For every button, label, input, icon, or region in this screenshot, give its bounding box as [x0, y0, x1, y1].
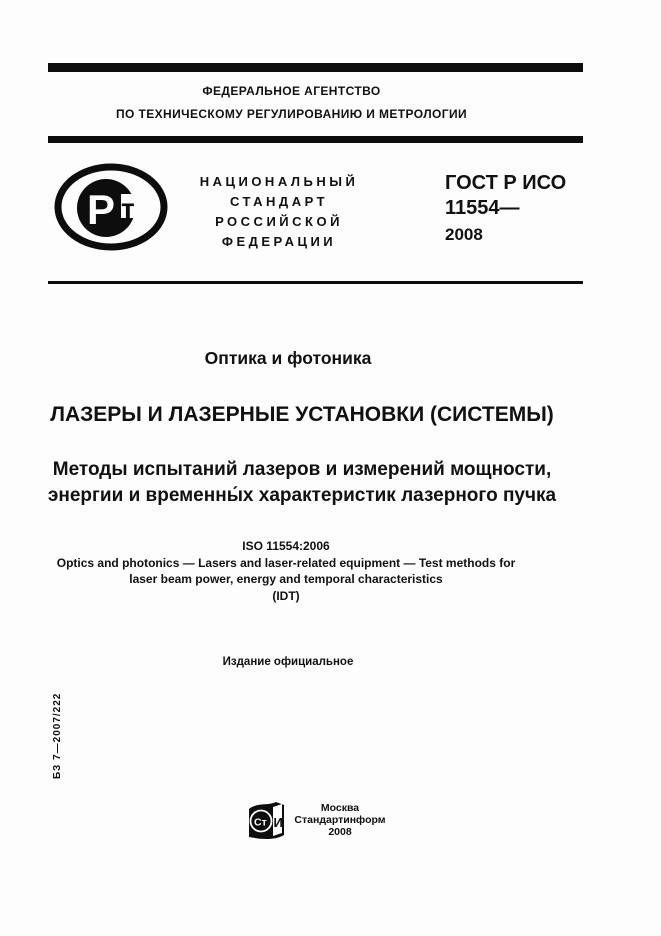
designation-org: ГОСТ Р ИСО — [445, 172, 567, 194]
si-letters-st: Ст — [254, 816, 267, 829]
national-standard-line: ФЕДЕРАЦИИ — [221, 234, 337, 249]
iso-idt-note: (IDT) — [272, 588, 300, 603]
iso-reference-block — [40, 538, 532, 604]
national-standard-line: НАЦИОНАЛЬНЫЙ — [199, 174, 359, 189]
imprint-city: Москва — [320, 802, 360, 814]
edition-note: Издание официальное — [222, 656, 354, 668]
standartinform-logo — [246, 800, 288, 847]
standartinform-emblem-icon — [246, 800, 288, 842]
rst-certification-logo — [54, 163, 168, 258]
agency-header — [48, 80, 535, 126]
top-rule — [48, 63, 583, 72]
national-standard-block — [196, 172, 362, 252]
main-title: ЛАЗЕРЫ И ЛАЗЕРНЫЕ УСТАНОВКИ (СИСТЕМЫ) — [50, 403, 554, 426]
subtitle-line1: Методы испытаний лазеров и измерений мощности, — [52, 459, 552, 480]
imprint-year: 2008 — [328, 825, 352, 838]
subtitle — [42, 457, 562, 509]
side-registration-code: БЗ 7—2007/222 — [52, 692, 63, 779]
iso-code: ISO 11554:2006 — [242, 539, 330, 553]
designation-year: 2008 — [445, 225, 483, 244]
rst-letter-t: т — [121, 193, 135, 224]
iso-title-line2: laser beam power, energy and temporal characteristics — [129, 572, 443, 586]
si-letter-i: И — [273, 815, 283, 830]
imprint-block — [288, 803, 392, 838]
designation-number: 11554— — [445, 197, 520, 219]
imprint-publisher: Стандартинформ — [294, 813, 386, 826]
separator-rule — [48, 281, 583, 284]
middle-rule — [48, 136, 583, 143]
standard-designation — [445, 171, 566, 245]
national-standard-line: СТАНДАРТ — [229, 194, 329, 209]
national-standard-line: РОССИЙСКОЙ — [215, 214, 343, 229]
subject-area-title: Оптика и фотоника — [204, 348, 372, 368]
iso-title-line1: Optics and photonics — Lasers and laser-related equipment — Test methods for — [56, 555, 516, 570]
agency-line1: ФЕДЕРАЛЬНОЕ АГЕНТСТВО — [202, 84, 381, 98]
subtitle-line2: энергии и временны́х характеристик лазерного пучка — [47, 485, 557, 506]
rst-letter-p: Р — [87, 186, 116, 233]
rst-logo-icon — [54, 163, 168, 253]
agency-line2: ПО ТЕХНИЧЕСКОМУ РЕГУЛИРОВАНИЮ И МЕТРОЛОГИИ — [115, 107, 468, 121]
